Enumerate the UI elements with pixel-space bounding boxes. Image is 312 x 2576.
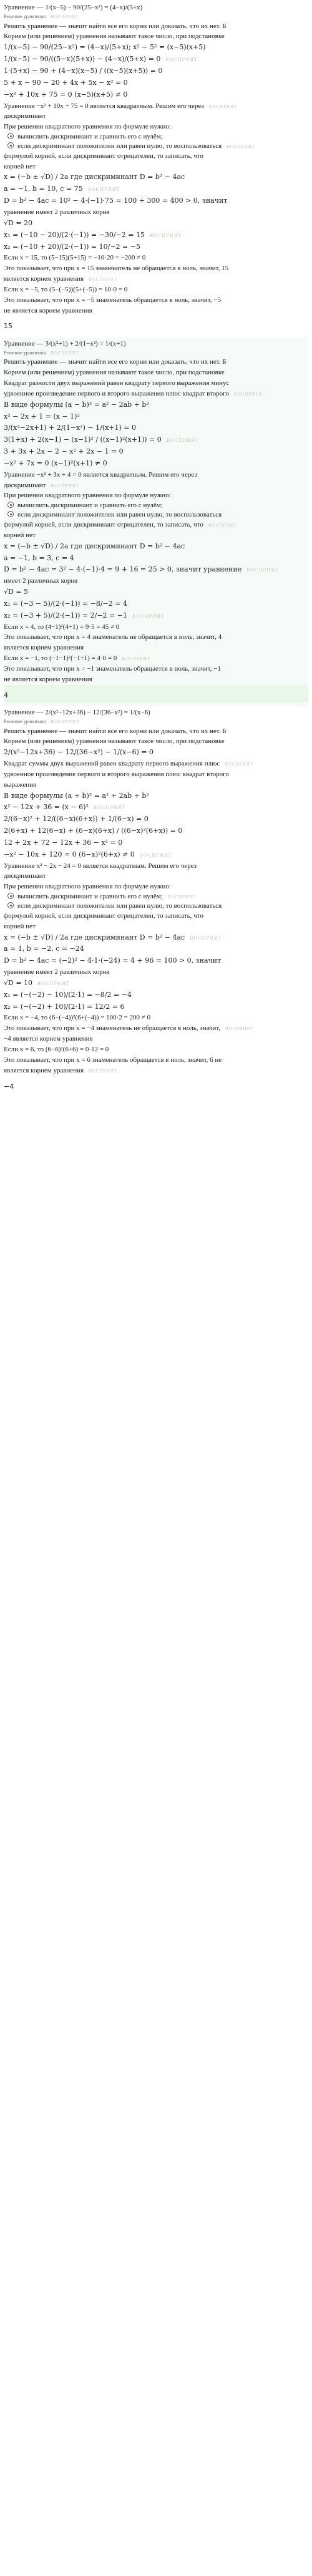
answer-text: −4 <box>4 1082 14 1091</box>
line-text: 1/(x−5) − 90/((5−x)(5+x)) − (4−x)/(5+x) = 0 <box>4 55 161 64</box>
line-text: √D = 5 <box>4 588 29 596</box>
line-text: Уравнение — 2/(x²−12x+36) − 12/(36−x²) = 1/(x−6) <box>4 708 150 716</box>
line-text: x₂ = (−3 + 5)/(2·(−1)) = 2/−2 = −1 <box>4 611 127 620</box>
bullet-item <box>4 142 308 151</box>
line-text: является корнем уравнения <box>4 1066 84 1074</box>
math-line <box>4 434 308 446</box>
text-line <box>4 622 308 633</box>
bullet-item <box>4 501 308 510</box>
line-text: Если x = −1, то (−1−1)²(−1+1) = 4·0 = 0 <box>4 654 117 663</box>
math-line <box>4 411 308 423</box>
bullet-item <box>4 510 308 520</box>
watermark-text: ВОСПРИЯТ <box>122 656 150 662</box>
text-line <box>4 31 308 42</box>
line-text: Квадрат суммы двух выражений равен квадрату первого выражения плюс <box>4 760 220 768</box>
text-line <box>4 1044 308 1055</box>
line-text: вычислить дискриминант и сравнить его с нулём; <box>17 893 163 901</box>
line-text: При решении квадратного уравнения по формуле нужно: <box>4 883 171 891</box>
math-line <box>4 66 308 77</box>
text-line <box>4 1013 308 1023</box>
text-line <box>4 1023 308 1034</box>
line-text: выражения <box>4 780 37 789</box>
line-text: Это показывает, что при x = 4 знаменатель не обращается в ноль, значит, 4 <box>4 633 222 641</box>
line-text: является корнем уравнения <box>4 644 84 652</box>
line-text: формулой корней, если дискриминант отрицателен, то записать, что <box>4 520 203 528</box>
math-line <box>4 218 308 230</box>
line-text: Решение уравнения <box>4 349 46 356</box>
line-text: Решить уравнение — значит найти все его корни или доказать, что их нет. Б <box>4 358 227 366</box>
watermark-text: ВОСПРИЯТ <box>165 57 198 63</box>
math-line <box>4 978 308 989</box>
line-text: 1/(x−5) − 90/(25−x²) = (4−x)/(5+x); x² − 5² = (x−5)(x+5) <box>4 43 206 52</box>
answer-text: 15 <box>4 322 12 331</box>
line-text: удвоенное произведение первого и второго выражения плюс квадрат второго <box>4 389 229 397</box>
text-line <box>4 253 308 263</box>
line-text: имеет 2 различных корня <box>4 577 78 585</box>
text-line <box>4 707 308 718</box>
watermark-text: ВОСПРИЯТ <box>132 613 165 619</box>
line-text: Корнем (или решением) уравнения называют такое число, при подстановке <box>4 369 225 377</box>
math-line <box>4 814 308 825</box>
text-line <box>4 726 308 737</box>
text-line <box>4 162 308 172</box>
math-line <box>4 598 308 610</box>
line-text: Корнем (или решением) уравнения называют такое число, при подстановке <box>4 32 225 41</box>
line-text: x² − 12x + 36 = (x − 6)² <box>4 803 89 812</box>
line-text: x = (−b ± √D) / 2a где дискриминант D = b² − 4ac <box>4 173 185 182</box>
watermark-text: ВОСПРИЯТ <box>51 719 79 724</box>
math-line <box>4 747 308 759</box>
line-text: Решить уравнение — значит найти все его корни или доказать, что их нет. Б <box>4 22 227 30</box>
text-line <box>4 632 308 643</box>
text-line <box>4 911 308 921</box>
math-line <box>4 422 308 434</box>
math-line <box>4 458 308 470</box>
line-text: дискриминант <box>4 481 46 489</box>
line-text: √D = 20 <box>4 218 33 227</box>
watermark-text: ВОСПРИЯТ <box>166 438 199 444</box>
line-text: корней нет <box>4 531 36 539</box>
text-line <box>4 389 308 399</box>
line-text: Это показывает, что при x = 6 знаменатель обращается в ноль, значит, 6 не <box>4 1056 222 1064</box>
line-text: дискриминант <box>4 872 46 880</box>
math-line <box>4 825 308 837</box>
math-line <box>4 932 308 944</box>
text-line <box>4 111 308 122</box>
line-text: −x² − 10x + 120 = 0 (6−x)²(6+x) ≠ 0 <box>4 850 135 858</box>
solution-section <box>4 1 308 338</box>
watermark-text: ВОСПРИЯТ <box>234 391 263 397</box>
math-line <box>4 89 308 101</box>
text-line <box>4 769 308 780</box>
text-line <box>4 122 308 132</box>
bullet-item <box>4 902 308 911</box>
math-line <box>4 955 308 967</box>
math-line <box>4 849 308 861</box>
text-line <box>4 576 308 586</box>
line-text: формулой корней, если дискриминант отрицателен, то записать, что <box>4 152 203 160</box>
text-line <box>4 871 308 882</box>
text-line <box>4 490 308 501</box>
line-text: не является корнем уравнения <box>4 306 92 314</box>
math-line <box>4 802 308 814</box>
line-text: если дискриминант положителен или равен нулю, то воспользоваться <box>17 142 222 150</box>
math-line <box>4 241 308 253</box>
watermark-text: ВОСПРИЯТ <box>89 277 117 283</box>
line-text: a = 1, b = −2, c = −24 <box>4 945 84 953</box>
line-text: Уравнение — 3/(x²+1) + 2/(1−x²) = 1/(x+1) <box>4 339 126 348</box>
bullet-icon <box>7 511 14 517</box>
watermark-text: ВОСПРИЯТ <box>225 762 253 767</box>
math-line <box>4 183 308 195</box>
text-line <box>4 367 308 378</box>
text-line <box>4 284 308 295</box>
line-text: Если x = 15, то (5−15)(5+15) = −10·20 = −200 ≠ 0 <box>4 254 146 262</box>
line-text: 2/(x²−12x+36) − 12/(36−x²) − 1/(x−6) = 0 <box>4 748 154 757</box>
conclusion-text <box>4 674 308 685</box>
watermark-text: ВОСПРИЯТ <box>51 350 79 356</box>
text-line <box>4 1055 308 1066</box>
line-text: −x² + 7x = 0 (x−1)²(x+1) ≠ 0 <box>4 459 107 467</box>
math-line <box>4 989 308 1001</box>
math-line <box>4 446 308 458</box>
subtitle-label <box>4 13 308 21</box>
line-text: 3 + 3x + 2x − 2 − x² + 2x − 1 = 0 <box>4 447 124 456</box>
watermark-text: ВОСПРИЯТ <box>190 935 222 941</box>
line-text: Если x = 4, то (4−1)²(4+1) = 9·5 = 45 ≠ 0 <box>4 623 120 631</box>
line-text: √D = 10 <box>4 978 33 987</box>
text-line <box>4 664 308 674</box>
watermark-text: ВОСПРИЯТ <box>208 522 237 528</box>
math-line <box>4 42 308 54</box>
watermark-text: ВОСПРИЯТ <box>167 895 197 900</box>
line-text: x₁ = (−10 − 20)/(2·(−1)) = −30/−2 = 15 <box>4 230 145 239</box>
bullet-icon <box>7 893 14 899</box>
text-line <box>4 643 308 653</box>
text-line <box>4 653 308 664</box>
text-line <box>4 21 308 32</box>
math-line <box>4 1001 308 1013</box>
subtitle-label <box>4 349 308 357</box>
line-text: Корнем (или решением) уравнения называют такое число, при подстановке <box>4 737 225 746</box>
watermark-text: ВОСПРИЯТ <box>225 1026 254 1032</box>
line-text: В виде формулы (a + b)² = a² + 2ab + b² <box>4 791 149 800</box>
watermark-text: ВОСПРИЯТ <box>227 143 255 149</box>
line-text: формулой корней, если дискриминант отрицателен, то записать, что <box>4 911 203 920</box>
line-text: является корнем уравнения <box>4 275 84 283</box>
text-line <box>4 357 308 367</box>
math-line <box>4 541 308 553</box>
line-text: Если x = −5, то (5−(−5))(5+(−5)) = 10·0 = 0 <box>4 285 128 293</box>
line-text: 3/(x²−2x+1) + 2/(1−x²) − 1/(x+1) = 0 <box>4 424 136 432</box>
text-line <box>4 378 308 389</box>
line-text: x = (−b ± √D) / 2a где дискриминант D = b² − 4ac <box>4 542 185 550</box>
text-line <box>4 1034 308 1044</box>
line-text: x₁ = (−(−2) − 10)/(2·1) = −8/2 = −4 <box>4 990 132 999</box>
math-line <box>4 77 308 89</box>
bullet-item <box>4 132 308 142</box>
math-line <box>4 553 308 565</box>
answer-value <box>4 1076 308 1094</box>
line-text: Это показывает, что при x = −5 знаменатель обращается в ноль, значит, −5 <box>4 296 221 304</box>
text-line <box>4 295 308 306</box>
bullet-icon <box>7 133 14 139</box>
watermark-text: ВОСПРИЯТ <box>89 1068 117 1074</box>
watermark-text: ВОСПРИЯТ <box>139 852 172 858</box>
text-line <box>4 861 308 872</box>
bullet-icon <box>7 502 14 508</box>
math-line <box>4 195 308 207</box>
answer-value <box>4 685 308 702</box>
text-line <box>4 101 308 112</box>
text-line <box>4 151 308 162</box>
text-line <box>4 780 308 790</box>
line-text: x₁ = (−3 − 5)/(2·(−1)) = −8/−2 = 4 <box>4 599 127 608</box>
line-text: −x² + 10x + 75 = 0 (x−5)(x+5) ≠ 0 <box>4 90 128 99</box>
text-line <box>4 759 308 769</box>
text-line <box>4 736 308 747</box>
conclusion-text <box>4 1066 308 1076</box>
math-line <box>4 837 308 849</box>
line-text: 12 + 2x + 72 − 12x + 36 − x² = 0 <box>4 838 123 847</box>
line-text: x = (−b ± √D) / 2a где дискриминант D = b² − 4ac <box>4 933 185 941</box>
bullet-icon <box>7 142 14 148</box>
text-line <box>4 520 308 530</box>
line-text: дискриминант <box>4 112 46 120</box>
line-text: Это показывает, что при x = −4 знаменатель не обращается в ноль, значит, <box>4 1024 221 1033</box>
line-text: 2/(6−x)² + 12/((6−x)(6+x)) + 1/(6−x) = 0 <box>4 815 149 824</box>
solution-section <box>4 338 308 706</box>
line-text: Если x = 6, то (6−6)²(6+6) = 0·12 = 0 <box>4 1045 109 1053</box>
line-text: При решении квадратного уравнения по формуле нужно: <box>4 492 171 500</box>
line-text: Квадрат разности двух выражений равен квадрату первого выражения минус <box>4 379 230 387</box>
subtitle-label <box>4 718 308 726</box>
line-text: вычислить дискриминант и сравнить его с нулём; <box>17 502 163 510</box>
line-text: x₂ = (−10 + 20)/(2·(−1)) = 10/−2 = −5 <box>4 242 140 251</box>
line-text: Решение уравнения <box>4 13 46 19</box>
text-line <box>4 882 308 892</box>
line-text: вычислить дискриминант и сравнить его с нулём; <box>17 133 163 141</box>
line-text: Решение уравнения <box>4 718 46 724</box>
bullet-icon <box>7 902 14 908</box>
line-text: 5 + x − 90 − 20 + 4x + 5x − x² = 0 <box>4 78 128 87</box>
line-text: уравнение имеет 2 различных корня <box>4 968 110 976</box>
line-text: уравнение имеет 2 различных корня <box>4 208 110 216</box>
conclusion-text <box>4 306 308 316</box>
math-line <box>4 610 308 622</box>
line-text: D = b² − 4ac = 10² − 4·(−1)·75 = 100 + 300 = 400 > 0, значит <box>4 197 228 205</box>
line-text: 1·(5+x) − 90 + (4−x)(x−5) / ((x−5)(x+5)) = 0 <box>4 67 163 75</box>
answer-value <box>4 316 308 333</box>
watermark-text: ВОСПРИЯТ <box>208 104 238 109</box>
watermark-text: ВОСПРИЯТ <box>87 187 120 193</box>
line-text: корней нет <box>4 922 36 930</box>
math-line <box>4 790 308 802</box>
math-line <box>4 586 308 598</box>
line-text: В виде формулы (a − b)² = a² − 2ab + b² <box>4 400 149 409</box>
math-line <box>4 399 308 411</box>
watermark-text: ВОСПРИЯТ <box>93 805 126 811</box>
line-text: a = −1, b = 10, c = 75 <box>4 185 83 193</box>
text-line <box>4 530 308 541</box>
line-text: Уравнение −x² + 10x + 75 = 0 является квадратным. Решим его через <box>4 102 204 110</box>
math-line <box>4 172 308 183</box>
math-line <box>4 54 308 66</box>
line-text: При решении квадратного уравнения по формуле нужно: <box>4 123 171 131</box>
line-text: Уравнение x² − 2x − 24 = 0 является квадратным. Решим его через <box>4 862 197 870</box>
line-text: корней нет <box>4 162 36 170</box>
text-line <box>4 263 308 274</box>
watermark-text: ВОСПРИЯТ <box>51 483 79 488</box>
answer-text: 4 <box>4 691 8 699</box>
line-text: x₂ = (−(−2) + 10)/(2·1) = 12/2 = 6 <box>4 1002 125 1011</box>
line-text: D = b² − 4ac = (−2)² − 4·1·(−24) = 4 + 96 = 100 > 0, значит <box>4 956 222 965</box>
line-text: −4 является корнем уравнения <box>4 1035 93 1043</box>
line-text: если дискриминант положителен или равен нулю, то воспользоваться <box>17 902 222 910</box>
line-text: Уравнение — 1/(x−5) − 90/(25−x²) = (4−x)/(5+x) <box>4 4 143 11</box>
text-line <box>4 967 308 978</box>
line-text: не является корнем уравнения <box>4 675 92 683</box>
text-line <box>4 2 308 13</box>
solution-section <box>4 706 308 1097</box>
watermark-text: ВОСПРИЯТ <box>37 981 70 986</box>
line-text: D = b² − 4ac = 3² − 4·(−1)·4 = 9 + 16 = 25 > 0, значит уравнение <box>4 565 242 574</box>
text-line <box>4 339 308 349</box>
math-line <box>4 230 308 241</box>
line-text: 2(6+x) + 12(6−x) + (6−x)(6+x) / ((6−x)²(6+x)) = 0 <box>4 827 183 835</box>
line-text: Это показывает, что при x = 15 знаменатель не обращается в ноль, значит, 15 <box>4 265 229 273</box>
watermark-text: ВОСПРИЯТ <box>149 233 182 238</box>
text-line <box>4 921 308 932</box>
line-text: 3(1+x) + 2(x−1) − (x−1)² / ((x−1)²(x+1)) = 0 <box>4 435 162 444</box>
math-line <box>4 564 308 576</box>
text-line <box>4 480 308 491</box>
text-line <box>4 470 308 480</box>
line-text: x² − 2x + 1 = (x − 1)² <box>4 412 80 420</box>
watermark-text: ВОСПРИЯТ <box>51 14 79 19</box>
text-line <box>4 207 308 218</box>
line-text: Это показывает, что при x = −1 знаменатель обращается в ноль, значит, −1 <box>4 664 221 673</box>
line-text: Если x = −4, то (6−(−4))²(6+(−4)) = 100·2 = 200 ≠ 0 <box>4 1014 151 1022</box>
line-text: удвоенное произведение первого и второго выражения плюс квадрат второго <box>4 770 229 778</box>
text-line <box>4 274 308 284</box>
watermark-text: ВОСПРИЯТ <box>246 568 279 573</box>
line-text: Уравнение −x² + 3x + 4 = 0 является квадратным. Решим его через <box>4 470 197 479</box>
math-line <box>4 943 308 955</box>
line-text: a = −1, b = 3, c = 4 <box>4 553 74 562</box>
line-text: Решить уравнение — значит найти все его корни или доказать, что их нет. Б <box>4 727 227 735</box>
bullet-item <box>4 892 308 902</box>
line-text: если дискриминант положителен или равен нулю, то воспользоваться <box>17 511 222 519</box>
